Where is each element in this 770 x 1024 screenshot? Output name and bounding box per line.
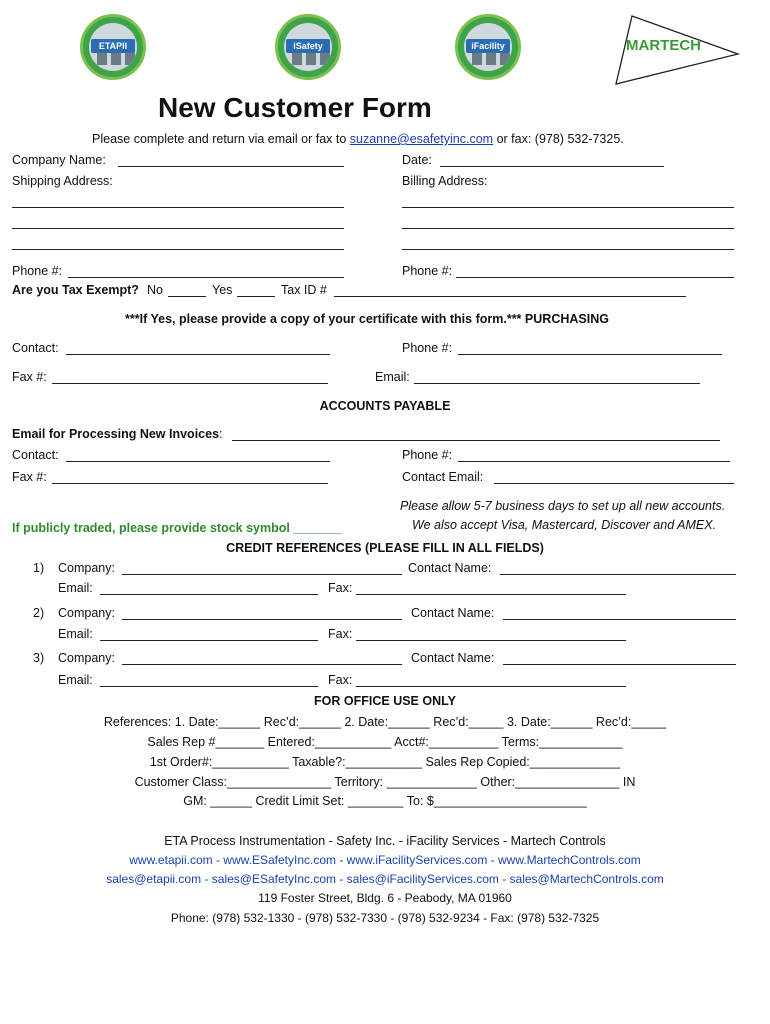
ap-contact-email-field[interactable]	[494, 483, 734, 484]
ref1-email-field[interactable]	[100, 594, 318, 595]
ap-fax-field[interactable]	[52, 483, 328, 484]
certificate-note-text: ***If Yes, please provide a copy of your certificate with this form.***	[125, 312, 522, 326]
ref1-fax-field[interactable]	[356, 594, 626, 595]
ref3-fax-label: Fax:	[328, 673, 353, 687]
ref1-email-label: Email:	[58, 581, 93, 595]
ref1-number: 1)	[33, 561, 45, 575]
date-field[interactable]	[440, 166, 664, 167]
ref3-fax-field[interactable]	[356, 686, 626, 687]
tax-exempt-question: Are you Tax Exempt?	[12, 283, 139, 297]
office-use-heading: FOR OFFICE USE ONLY	[314, 694, 456, 708]
company-name-field[interactable]	[118, 166, 344, 167]
purchasing-contact-field[interactable]	[66, 354, 330, 355]
intro-text	[92, 132, 624, 146]
invoice-email-colon: :	[219, 427, 223, 441]
tax-yes-field[interactable]	[237, 296, 275, 297]
billing-address-line-2[interactable]	[402, 228, 734, 229]
ap-contact-field[interactable]	[66, 461, 330, 462]
intro-suffix: or fax: (978) 532-7325.	[493, 132, 624, 146]
shipping-address-line-1[interactable]	[12, 207, 344, 208]
stock-symbol-prompt[interactable]: If publicly traded, please provide stock symbol _______	[12, 521, 342, 535]
purchasing-phone-field[interactable]	[458, 354, 722, 355]
phone-left-field[interactable]	[68, 277, 344, 278]
footer-phones: Phone: (978) 532-1330 - (978) 532-7330 - (978) 532-9234 - Fax: (978) 532-7325	[170, 911, 600, 925]
purchasing-contact-label: Contact:	[12, 341, 59, 355]
ref3-email-label: Email:	[58, 673, 93, 687]
footer-websites[interactable]: www.etapii.com - www.ESafetyInc.com - www.iFacilityServices.com - www.MartechControls.com	[129, 853, 641, 867]
form-title: New Customer Form	[158, 92, 432, 123]
etapii-logo-text: ETAPII	[91, 39, 135, 53]
facility-logo-text: iFacility	[466, 39, 510, 53]
invoice-email-field[interactable]	[232, 440, 720, 441]
billing-address-line-3[interactable]	[402, 249, 734, 250]
intro-email-link[interactable]: suzanne@esafetyinc.com	[349, 132, 494, 146]
purchasing-email-field[interactable]	[414, 383, 700, 384]
tax-no-field[interactable]	[168, 296, 206, 297]
safety-logo	[275, 14, 341, 80]
invoice-email-label-text: Email for Processing New Invoices	[12, 427, 220, 441]
facility-logo	[455, 14, 521, 80]
ref2-email-field[interactable]	[100, 640, 318, 641]
footer-companies: ETA Process Instrumentation - Safety Inc. - iFacility Services - Martech Controls	[164, 834, 606, 848]
martech-logo	[602, 14, 740, 86]
tax-yes-label: Yes	[212, 283, 233, 297]
ref2-company-label: Company:	[58, 606, 115, 620]
ref1-contact-label: Contact Name:	[408, 561, 492, 575]
office-sales-rep-row[interactable]: Sales Rep #_______ Entered:___________ Acct#:__________ Terms:____________	[147, 735, 623, 749]
ap-contact-email-label: Contact Email:	[402, 470, 484, 484]
phone-left-label: Phone #:	[12, 264, 63, 278]
tax-id-label: Tax ID #	[281, 283, 327, 297]
purchasing-email-label: Email:	[375, 370, 410, 384]
ref2-fax-field[interactable]	[356, 640, 626, 641]
ref3-number: 3)	[33, 651, 45, 665]
shipping-address-label: Shipping Address:	[12, 174, 113, 188]
footer-address: 119 Foster Street, Bldg. 6 - Peabody, MA 01960	[258, 891, 512, 905]
ref2-company-field[interactable]	[122, 619, 402, 620]
ref3-contact-field[interactable]	[503, 664, 736, 665]
credit-references-heading: CREDIT REFERENCES (PLEASE FILL IN ALL FIELDS)	[226, 541, 544, 555]
certificate-note	[125, 312, 609, 326]
footer-emails[interactable]: sales@etapii.com - sales@ESafetyInc.com - sales@iFacilityServices.com - sales@MartechControls.com	[106, 872, 664, 886]
invoice-email-label	[12, 427, 223, 441]
phone-right-field[interactable]	[456, 277, 734, 278]
office-first-order-row[interactable]: 1st Order#:___________ Taxable?:___________ Sales Rep Copied:_____________	[149, 755, 621, 769]
company-name-label: Company Name:	[12, 153, 106, 167]
tax-id-field[interactable]	[334, 296, 686, 297]
purchasing-phone-label: Phone #:	[402, 341, 453, 355]
ref2-contact-label: Contact Name:	[411, 606, 495, 620]
ap-phone-field[interactable]	[458, 461, 730, 462]
billing-address-line-1[interactable]	[402, 207, 734, 208]
ref3-email-field[interactable]	[100, 686, 318, 687]
ref3-company-field[interactable]	[122, 664, 402, 665]
ref3-company-label: Company:	[58, 651, 115, 665]
purchasing-fax-label: Fax #:	[12, 370, 47, 384]
cards-accepted-notice: We also accept Visa, Mastercard, Discover and AMEX.	[412, 518, 717, 532]
ref2-fax-label: Fax:	[328, 627, 353, 641]
billing-address-label: Billing Address:	[402, 174, 488, 188]
date-label: Date:	[402, 153, 432, 167]
ref1-company-field[interactable]	[122, 574, 402, 575]
office-customer-class-row[interactable]: Customer Class:_______________ Territory: _____________ Other:_______________ IN	[134, 775, 636, 789]
ap-phone-label: Phone #:	[402, 448, 453, 462]
tax-no-label: No	[147, 283, 163, 297]
setup-time-notice: Please allow 5-7 business days to set up all new accounts.	[400, 499, 726, 513]
office-references-row[interactable]: References: 1. Date:______ Rec’d:______ 2. Date:______ Rec’d:_____ 3. Date:______ Rec’d:_____	[103, 715, 667, 729]
phone-right-label: Phone #:	[402, 264, 453, 278]
ap-fax-label: Fax #:	[12, 470, 47, 484]
ref2-contact-field[interactable]	[503, 619, 736, 620]
ref3-contact-label: Contact Name:	[411, 651, 495, 665]
ref2-email-label: Email:	[58, 627, 93, 641]
ref1-contact-field[interactable]	[500, 574, 736, 575]
safety-logo-text: iSafety	[286, 39, 330, 53]
ref1-fax-label: Fax:	[328, 581, 353, 595]
ref1-company-label: Company:	[58, 561, 115, 575]
office-gm-row[interactable]: GM: ______ Credit Limit Set: ________ To: $______________________	[183, 794, 587, 808]
ap-contact-label: Contact:	[12, 448, 59, 462]
intro-prefix: Please complete and return via email or fax to	[92, 132, 350, 146]
ref2-number: 2)	[33, 606, 45, 620]
purchasing-heading: PURCHASING	[524, 312, 609, 326]
shipping-address-line-2[interactable]	[12, 228, 344, 229]
martech-logo-text: MARTECH	[626, 37, 701, 54]
etapii-logo	[80, 14, 146, 80]
accounts-payable-heading: ACCOUNTS PAYABLE	[319, 399, 451, 413]
purchasing-fax-field[interactable]	[52, 383, 328, 384]
shipping-address-line-3[interactable]	[12, 249, 344, 250]
